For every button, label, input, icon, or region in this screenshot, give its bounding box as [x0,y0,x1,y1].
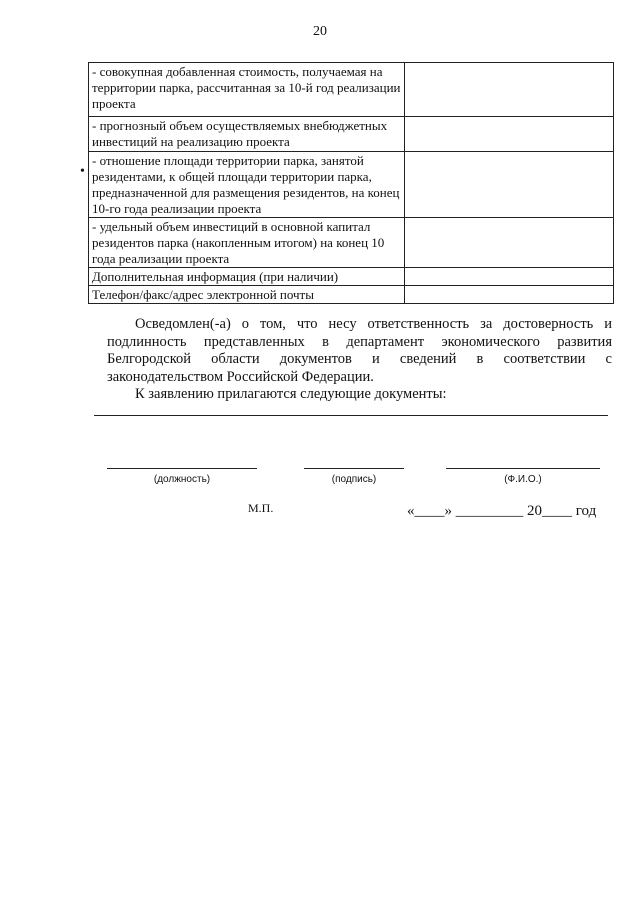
stray-dot-mark: • [80,164,85,179]
row-value[interactable] [405,286,614,304]
position-line[interactable] [107,468,257,469]
stamp-label: М.П. [248,501,274,515]
table-row [89,117,614,152]
row-label: - отношение площади территории парка, занятой резидентами, к общей площади территории парка, предназначенной для размещения резидентов, на конец 10-го года реализации проекта [89,152,405,218]
position-caption: (должность) [153,474,211,485]
table-row [89,218,614,268]
row-value[interactable] [405,152,614,218]
name-line[interactable] [446,468,600,469]
table-row [89,152,614,218]
row-label: - совокупная добавленная стоимость, получаемая на территории парка, рассчитанная за 10-й год реализации проекта [89,63,405,117]
row-value[interactable] [405,218,614,268]
table-row [89,268,614,286]
table-row [89,286,614,304]
row-label: Телефон/факс/адрес электронной почты [89,286,405,304]
row-label: - прогнозный объем осуществляемых внебюджетных инвестиций на реализацию проекта [89,117,405,152]
project-indicators-table [88,62,614,304]
attachments-line[interactable] [94,415,608,416]
row-label: Дополнительная информация (при наличии) [89,268,405,286]
date-line[interactable]: «____» _________ 20____ год [407,503,597,519]
table-row [89,63,614,117]
signature-caption: (подпись) [331,474,377,485]
row-value[interactable] [405,63,614,117]
attachments-label: К заявлению прилагаются следующие документы: [135,386,447,402]
row-value[interactable] [405,268,614,286]
row-value[interactable] [405,117,614,152]
row-label: - удельный объем инвестиций в основной капитал резидентов парка (накопленным итогом) на конец 10 года реализации проекта [89,218,405,268]
name-caption: (Ф.И.О.) [504,474,542,485]
signature-line[interactable] [304,468,404,469]
acknowledgement-paragraph: Осведомлен(-а) о том, что несу ответственность за достоверность и подлинность представленных в департамент экономического развития Белгородской области документов и сведений в соответствии с законодательством Российской Федерации. [107,316,612,385]
page-number: 20 [313,24,327,39]
